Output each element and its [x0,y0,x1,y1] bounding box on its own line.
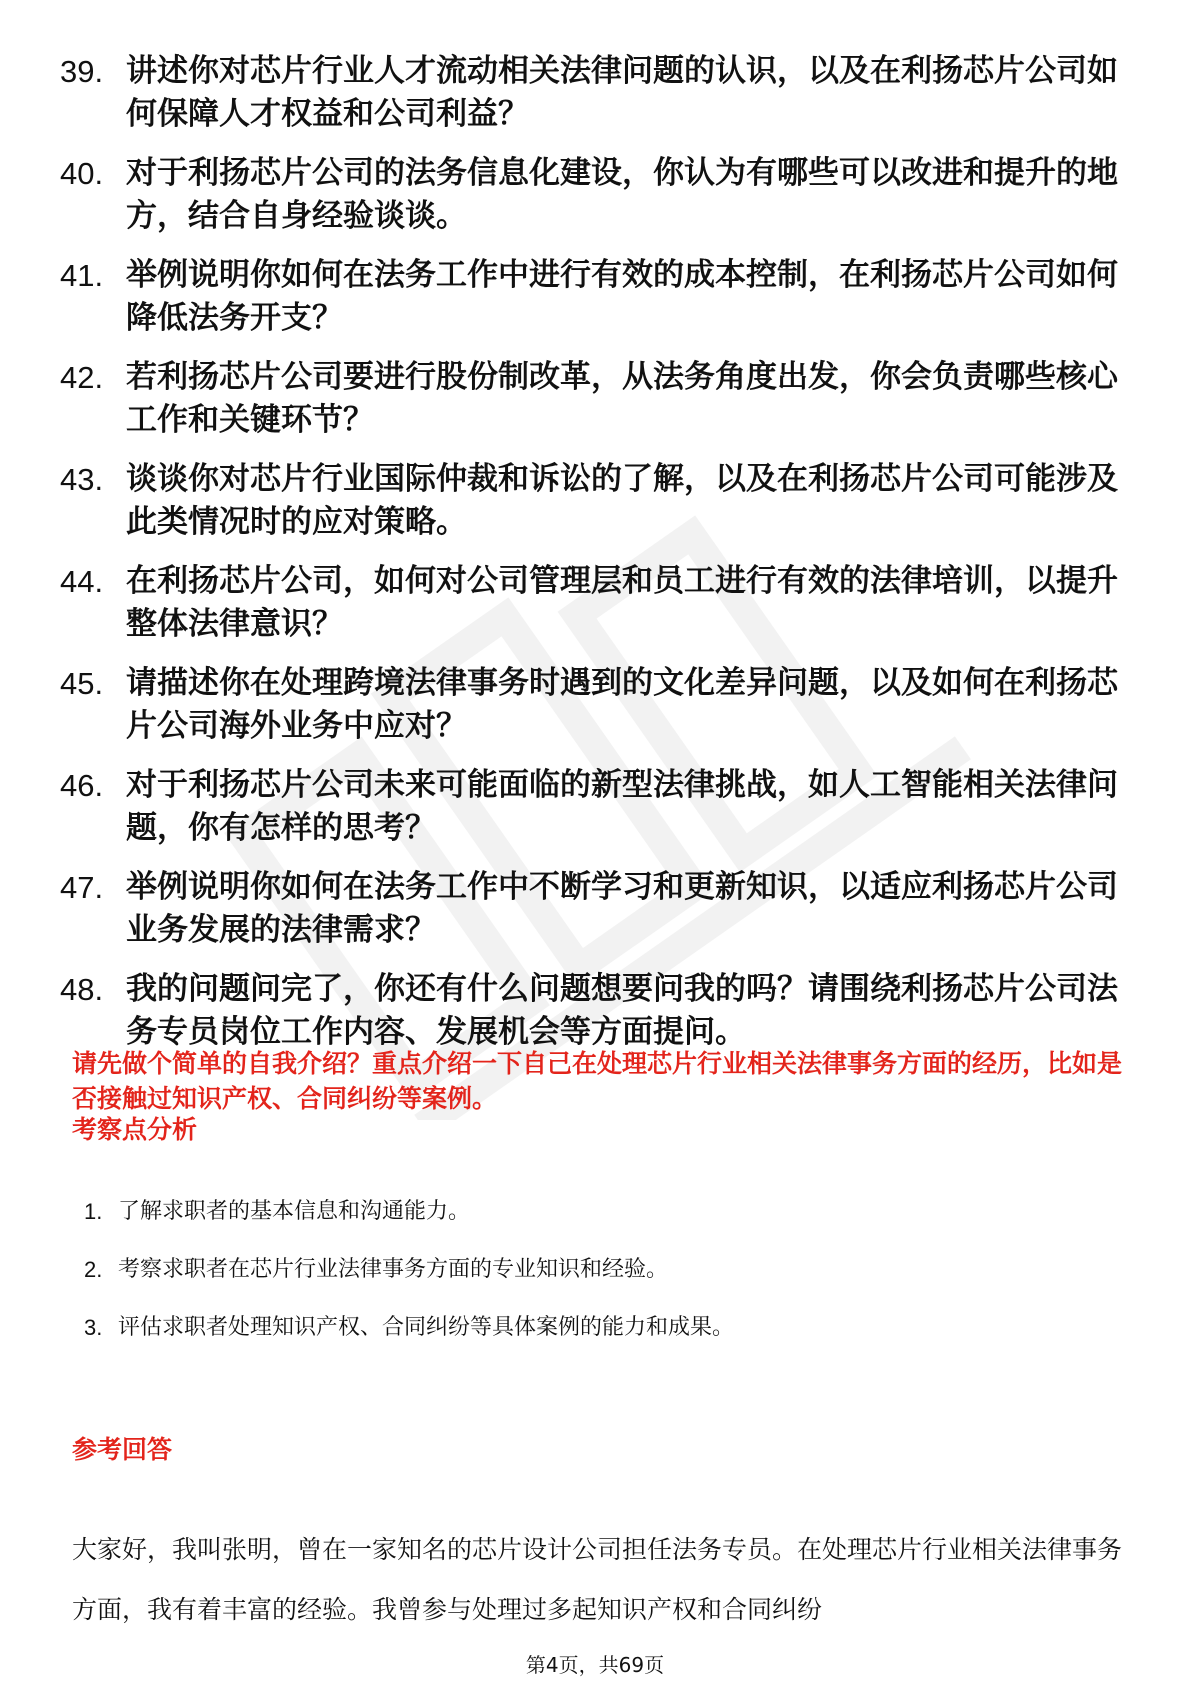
point-text: 评估求职者处理知识产权、合同纠纷等具体案例的能力和成果。 [118,1315,735,1340]
point-number: 2. [84,1257,103,1282]
point-number: 1. [84,1199,103,1224]
question-item [60,764,1130,850]
question-text: 请描述你在处理跨境法律事务时遇到的文化差异问题，以及如何在利扬芯片公司海外业务中应对？ [126,665,1118,744]
analysis-heading: 考察点分析 [72,1115,198,1144]
question-number: 41. [60,258,104,293]
page-footer: 第4页，共69页 [525,1653,665,1677]
question-item [60,152,1130,238]
point-number: 3. [84,1315,103,1340]
question-number: 46. [60,768,104,803]
question-item [60,560,1130,646]
question-text: 对于利扬芯片公司的法务信息化建设，你认为有哪些可以改进和提升的地方，结合自身经验谈谈。 [126,155,1118,234]
reference-heading: 参考回答 [72,1435,173,1464]
reference-answer: 大家好，我叫张明，曾在一家知名的芯片设计公司担任法务专员。在处理芯片行业相关法律事务方面，我有着丰富的经验。我曾参与处理过多起知识产权和合同纠纷 [72,1535,1123,1624]
question-text: 谈谈你对芯片行业国际仲裁和诉讼的了解，以及在利扬芯片公司可能涉及此类情况时的应对策略。 [126,461,1118,540]
question-item [60,866,1130,952]
analysis-points [84,1196,1104,1370]
highlight-question: 请先做个简单的自我介绍？重点介绍一下自己在处理芯片行业相关法律事务方面的经历，比如是否接触过知识产权、合同纠纷等案例。 [72,1049,1123,1113]
question-text: 若利扬芯片公司要进行股份制改革，从法务角度出发，你会负责哪些核心工作和关键环节？ [126,359,1118,438]
analysis-point [84,1254,1104,1286]
question-item [60,662,1130,748]
question-number: 43. [60,462,104,497]
question-item [60,458,1130,544]
question-number: 45. [60,666,104,701]
question-text: 举例说明你如何在法务工作中进行有效的成本控制，在利扬芯片公司如何降低法务开支？ [126,257,1118,336]
analysis-point [84,1196,1104,1228]
analysis-point [84,1312,1104,1344]
question-number: 42. [60,360,104,395]
question-number: 47. [60,870,104,905]
point-text: 了解求职者的基本信息和沟通能力。 [118,1199,471,1224]
question-text: 举例说明你如何在法务工作中不断学习和更新知识，以适应利扬芯片公司业务发展的法律需求？ [126,869,1118,948]
question-text: 讲述你对芯片行业人才流动相关法律问题的认识，以及在利扬芯片公司如何保障人才权益和公司利益？ [126,53,1118,132]
question-text: 对于利扬芯片公司未来可能面临的新型法律挑战，如人工智能相关法律问题，你有怎样的思考？ [126,767,1118,846]
question-text: 我的问题问完了，你还有什么问题想要问我的吗？请围绕利扬芯片公司法务专员岗位工作内容、发展机会等方面提问。 [126,971,1118,1050]
question-number: 48. [60,972,104,1007]
question-number: 39. [60,54,104,89]
question-item [60,254,1130,340]
question-item [60,968,1130,1054]
question-number: 40. [60,156,104,191]
question-list [60,50,1130,1070]
question-item [60,50,1130,136]
question-number: 44. [60,564,104,599]
question-item [60,356,1130,442]
question-text: 在利扬芯片公司，如何对公司管理层和员工进行有效的法律培训，以提升整体法律意识？ [126,563,1118,642]
point-text: 考察求职者在芯片行业法律事务方面的专业知识和经验。 [118,1257,669,1282]
